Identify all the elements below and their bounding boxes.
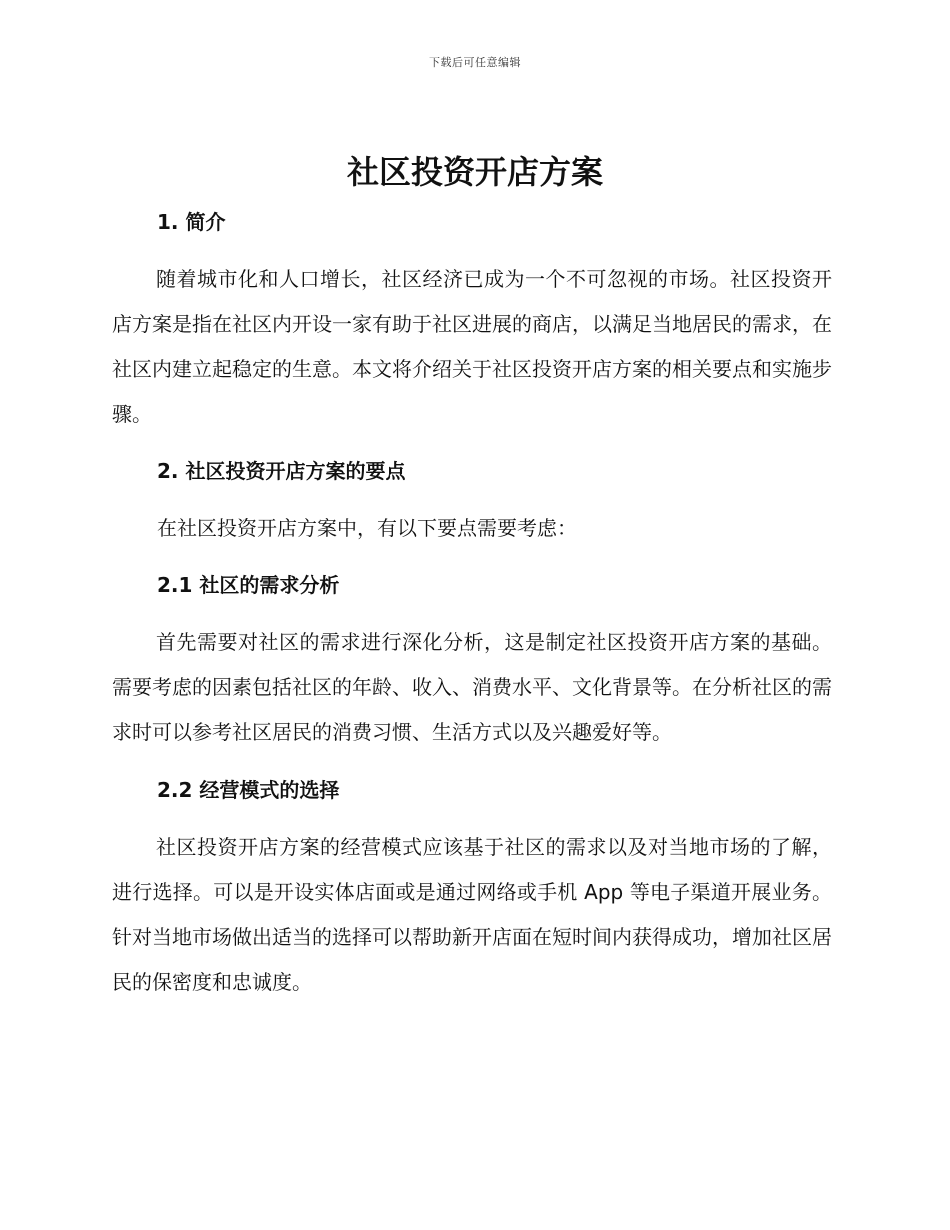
- section-heading-key-points: 2. 社区投资开店方案的要点: [157, 459, 406, 483]
- paragraph-business-model: 社区投资开店方案的经营模式应该基于社区的需求以及对当地市场的了解，进行选择。可以是开设实体店面或是通过网络或手机 App 等电子渠道开展业务。针对当地市场做出适当的选择可以帮助新开店面在短时间内获得成功，增加社区居民的保密度和忠诚度。: [112, 835, 832, 994]
- section-heading-intro: 1. 简介: [157, 210, 226, 234]
- paragraph-demand-analysis: 首先需要对社区的需求进行深化分析，这是制定社区投资开店方案的基础。需要考虑的因素包括社区的年龄、收入、消费水平、文化背景等。在分析社区的需求时可以参考社区居民的消费习惯、生活方式以及兴趣爱好等。: [112, 630, 832, 744]
- section-heading-demand-analysis: 2.1 社区的需求分析: [157, 573, 340, 597]
- document-title: 社区投资开店方案: [346, 153, 603, 191]
- paragraph-intro: 随着城市化和人口增长，社区经济已成为一个不可忽视的市场。社区投资开店方案是指在社区内开设一家有助于社区进展的商店，以满足当地居民的需求，在社区内建立起稳定的生意。本文将介绍关于社区投资开店方案的相关要点和实施步骤。: [112, 267, 832, 426]
- page-header-note: 下载后可任意编辑: [429, 56, 521, 69]
- paragraph-key-points: 在社区投资开店方案中，有以下要点需要考虑：: [157, 516, 577, 540]
- section-heading-business-model: 2.2 经营模式的选择: [157, 778, 340, 802]
